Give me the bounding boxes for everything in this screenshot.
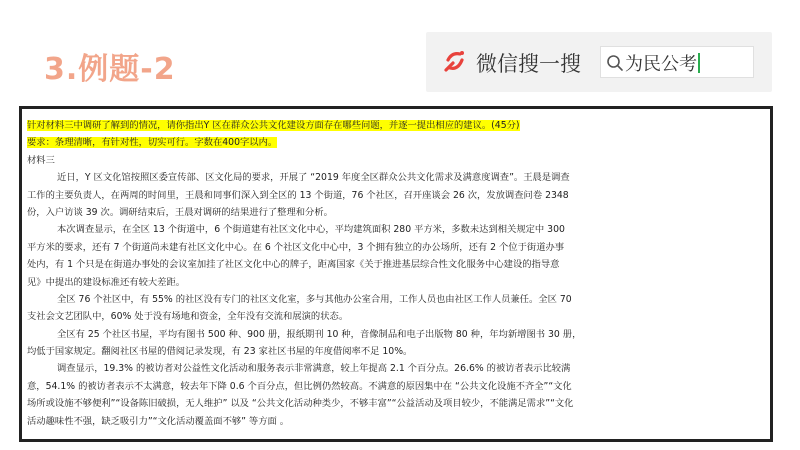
paragraph-line: 调查显示，19.3% 的被访者对公益性文化活动和服务表示非常满意，较上年提高 2.1 个百分点。26.6% 的被访者表示比较满 bbox=[57, 363, 571, 375]
search-brand-label: 微信搜一搜 bbox=[476, 52, 581, 76]
paragraph-line: 本次调查显示，在全区 13 个街道中，6 个街道建有社区文化中心，平均建筑面积 280 平方米，多数未达到相关规定中 300 bbox=[57, 224, 565, 236]
search-input[interactable] bbox=[600, 46, 754, 78]
paragraph-line: 处内，有 1 个只是在街道办事处的会议室加挂了社区文化中心的牌子，距离国家《关于推进基层综合性文化服务中心建设的指导意 bbox=[27, 259, 560, 271]
wechat-search-banner bbox=[426, 32, 772, 92]
paragraph-line: 近日，Y 区文化馆按照区委宣传部、区文化局的要求，开展了 “2019 年度全区群众公共文化需求及满意度调查”。王晨是调查 bbox=[57, 172, 570, 184]
paragraph-line: 平方米的要求，还有 7 个街道尚未建有社区文化中心。在 6 个社区文化中心中，3 个拥有独立的办公场所，还有 2 个位于街道办事 bbox=[27, 241, 565, 253]
question-document bbox=[19, 106, 773, 442]
answer-requirement: 要求：条理清晰，有针对性，切实可行。字数在400字以内。 bbox=[27, 137, 278, 149]
question-prompt: 针对材料三中调研了解到的情况，请你指出Y 区在群众公共文化建设方面存在哪些问题，并逐一提出相应的建议。(45分) bbox=[27, 120, 520, 131]
paragraph-line: 场所或设施不够便利”“设备陈旧破损，无人维护” 以及 “公共文化活动种类少，不够丰富”“公益活动及项目较少，不能满足需求”“文化 bbox=[27, 398, 574, 410]
material-label: 材料三 bbox=[27, 154, 55, 166]
paragraph-line: 支社会文艺团队中，60% 处于没有场地和资金，全年没有交流和展演的状态。 bbox=[27, 311, 349, 323]
paragraph-line: 见》中提出的建设标准还有较大差距。 bbox=[27, 276, 186, 288]
paragraph-line: 意，54.1% 的被访者表示不太满意，较去年下降 0.6 个百分点，但比例仍然较高。不满意的原因集中在 “公共文化设施不齐全”“文化 bbox=[27, 380, 572, 392]
paragraph-line: 全区 76 个社区中，有 55% 的社区没有专门的社区文化室，多与其他办公室合用，工作人员也由社区工作人员兼任。全区 70 bbox=[57, 293, 572, 305]
paragraph-line: 份，入户访谈 39 次。调研结束后，王晨对调研的结果进行了整理和分析。 bbox=[27, 206, 333, 218]
slide-title: 3.例题-2 bbox=[44, 52, 176, 87]
paragraph-line: 工作的主要负责人，在两周的时间里，王晨和同事们深入到全区的 13 个街道，76 个社区，召开座谈会 26 次，发放调查问卷 2348 bbox=[27, 189, 569, 201]
paragraph-line: 全区有 25 个社区书屋，平均有图书 500 种、900 册，报纸期刊 10 种，音像制品和电子出版物 80 种，年均新增图书 30 册， bbox=[57, 328, 582, 340]
wechat-search-logo bbox=[442, 48, 468, 76]
search-icon bbox=[606, 54, 624, 72]
paragraph-line: 均低于国家规定。翻阅社区书屋的借阅记录发现，有 23 家社区书屋的年度借阅率不足 10%。 bbox=[27, 346, 413, 358]
text-caret bbox=[698, 53, 700, 73]
search-query-text: 为民公考 bbox=[625, 50, 700, 76]
paragraph-line: 活动趣味性不强，缺乏吸引力”“文化活动覆盖面不够” 等方面 。 bbox=[27, 415, 290, 427]
